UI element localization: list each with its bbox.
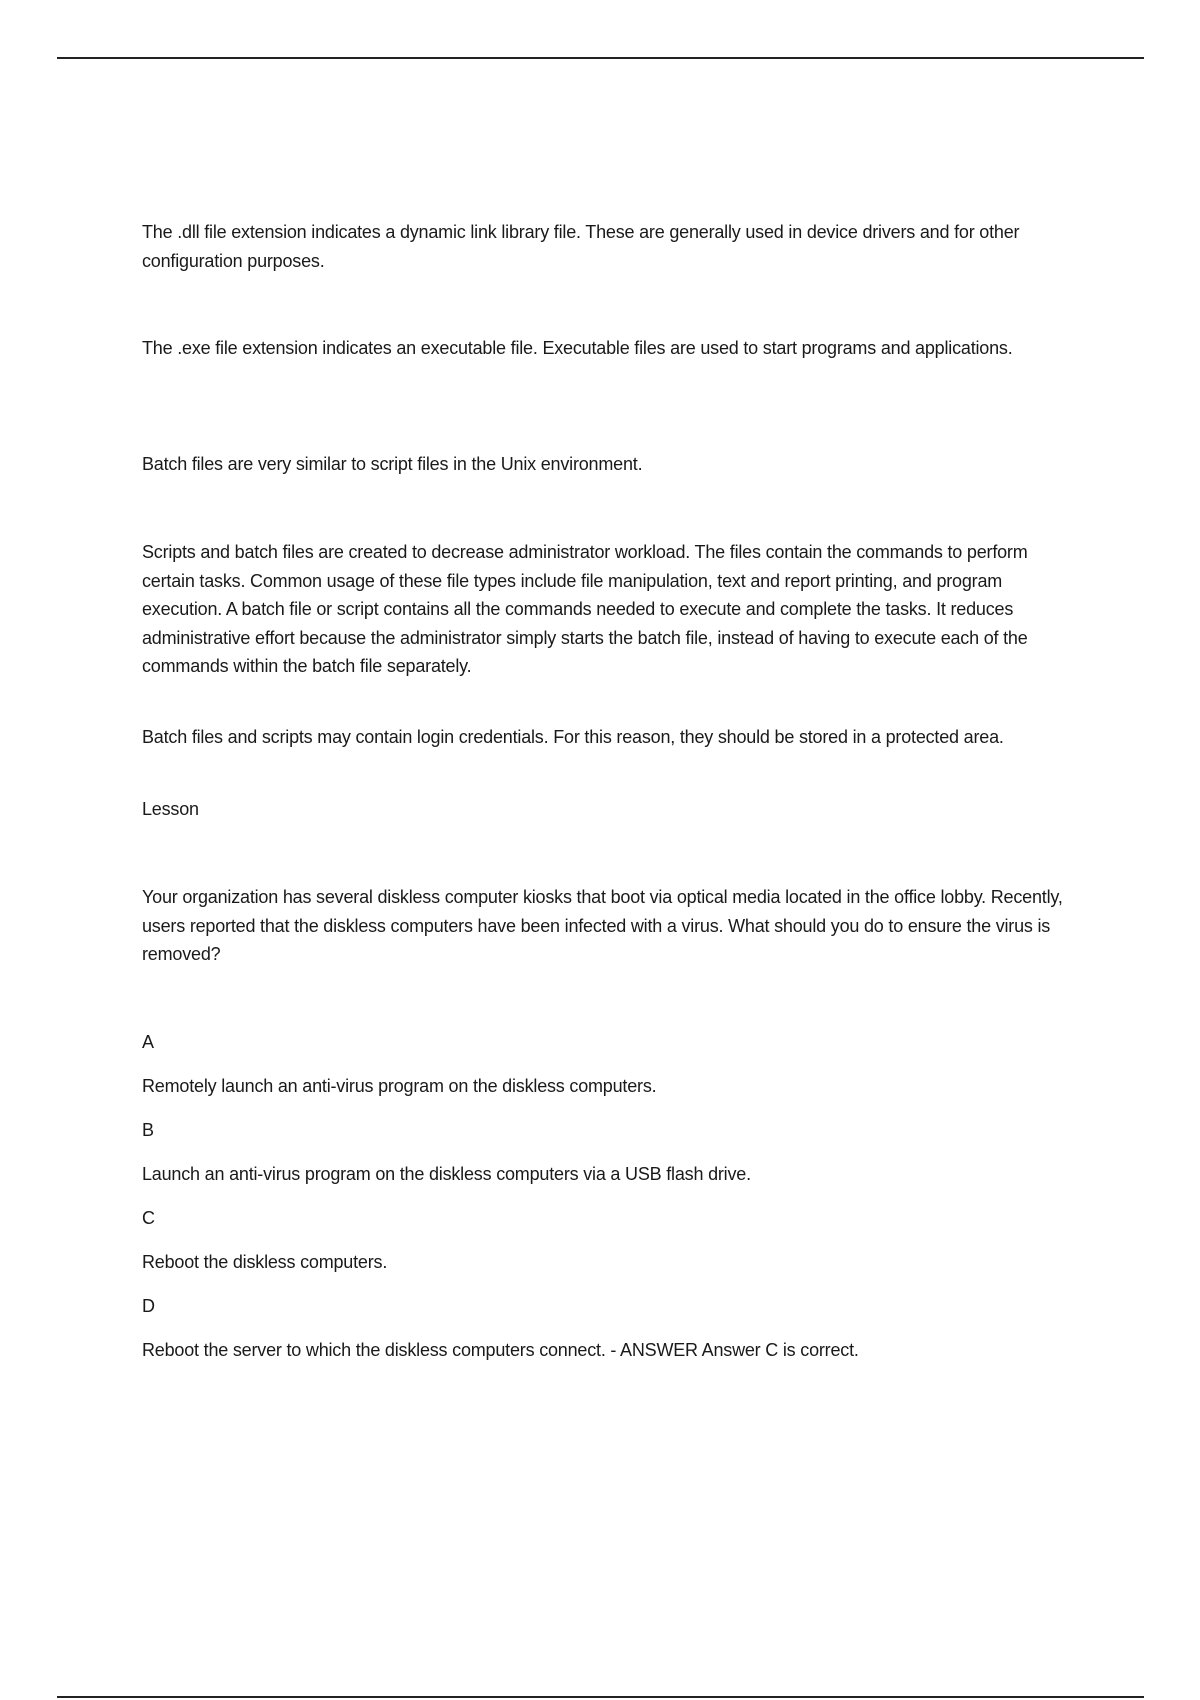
option-d-text: Reboot the server to which the diskless computers connect. - ANSWER Answer C is correct. — [142, 1340, 859, 1360]
paragraph-credentials: Batch files and scripts may contain login credentials. For this reason, they should be stored in a protected area. — [142, 727, 1004, 747]
option-c-text: Reboot the diskless computers. — [142, 1252, 388, 1272]
paragraph-dll: The .dll file extension indicates a dynamic link library file. These are generally used in device drivers and for other configuration purposes. — [142, 222, 1020, 271]
option-b-letter: B — [142, 1120, 154, 1140]
question-text: Your organization has several diskless computer kiosks that boot via optical media located in the office lobby. Recently, users reported that the diskless computers have been infected with a virus. What should you do to ensure the virus is removed? — [142, 887, 1063, 964]
option-c-letter: C — [142, 1208, 155, 1228]
lesson-label: Lesson — [142, 799, 199, 819]
option-d-letter: D — [142, 1296, 155, 1316]
header-rule — [57, 57, 1144, 59]
option-b-text: Launch an anti-virus program on the diskless computers via a USB flash drive. — [142, 1164, 751, 1184]
paragraph-batch: Batch files are very similar to script files in the Unix environment. — [142, 454, 643, 474]
paragraph-exe: The .exe file extension indicates an executable file. Executable files are used to start programs and applications. — [142, 338, 1013, 358]
option-a-letter: A — [142, 1032, 154, 1052]
option-a-text: Remotely launch an anti-virus program on the diskless computers. — [142, 1076, 657, 1096]
footer-rule — [57, 1696, 1144, 1698]
paragraph-scripts: Scripts and batch files are created to decrease administrator workload. The files contain the commands to perform certain tasks. Common usage of these file types include file manipulation, text and report printing, and program execution. A batch file or script contains all the commands needed to execute and complete the tasks. It reduces administrative effort because the administrator simply starts the batch file, instead of having to execute each of the commands within the batch file separately. — [142, 542, 1028, 676]
